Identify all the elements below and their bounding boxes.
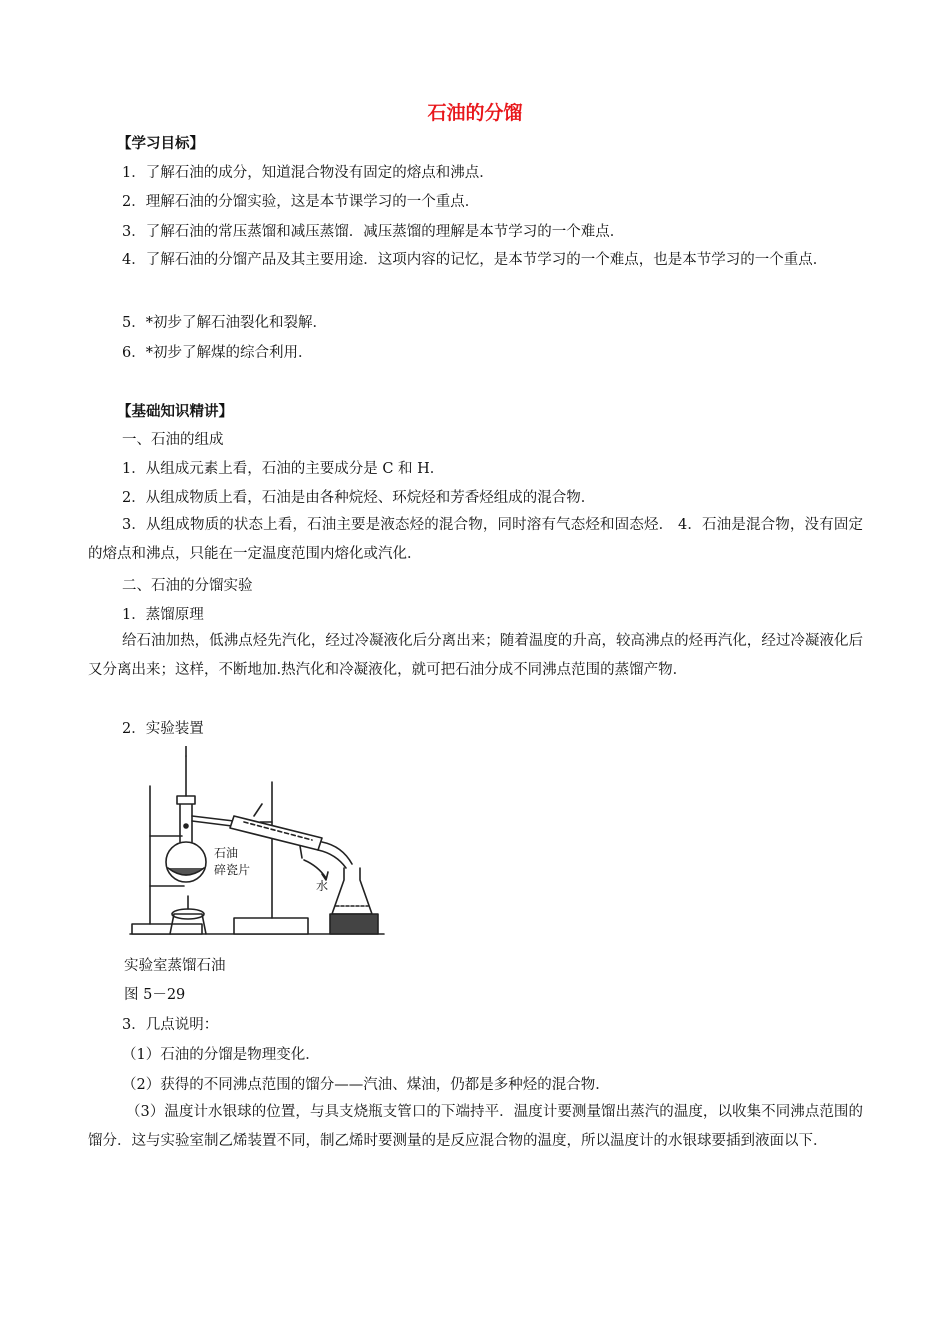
section-heading-goals: 【学习目标】 <box>117 136 204 152</box>
subsection-title: 一、石油的组成 <box>122 432 224 448</box>
goal-item: 2．理解石油的分馏实验，这是本节课学习的一个重点． <box>122 194 480 210</box>
goal-item: 4．了解石油的分馏产品及其主要用途．这项内容的记忆，是本节学习的一个难点，也是本节学习的一个重点． <box>122 252 828 268</box>
paragraph: 3．几点说明： <box>122 1017 219 1033</box>
distillation-apparatus-figure <box>122 746 387 942</box>
paragraph: 2．实验装置 <box>122 721 204 737</box>
note-item: （3）温度计水银球的位置，与具支烧瓶支管口的下端持平．温度计要测量馏出蒸汽的温度，以收集不同沸点范围的馏分．这与实验室制乙烯装置不同，制乙烯时要测量的是反应混合物的温度，所以温度计的水银球要插到液面以下． <box>88 1104 863 1149</box>
note-item: （1）石油的分馏是物理变化． <box>122 1047 320 1063</box>
goal-item: 3．了解石油的常压蒸馏和减压蒸馏．减压蒸馏的理解是本节学习的一个难点． <box>122 224 625 240</box>
label-oil: 石油 <box>214 846 239 860</box>
paragraph: 1．蒸馏原理 <box>122 607 204 623</box>
section-heading-basics: 【基础知识精讲】 <box>117 404 233 420</box>
paragraph: 给石油加热，低沸点烃先汽化，经过冷凝液化后分离出来；随着温度的升高，较高沸点的烃再汽化，经过冷凝液化后又分离出来；这样，不断地加.热汽化和冷凝液化，就可把石油分成不同沸点范围的蒸馏产物． <box>88 633 863 678</box>
paragraph: 1．从组成元素上看，石油的主要成分是 C 和 H． <box>122 461 445 477</box>
goal-item: 5．*初步了解石油裂化和裂解． <box>122 315 327 331</box>
label-water: 水 <box>316 879 329 893</box>
note-item: （2）获得的不同沸点范围的馏分——汽油、煤油，仍都是多种烃的混合物． <box>122 1077 610 1093</box>
label-porcelain: 碎瓷片 <box>214 863 251 877</box>
figure-caption: 实验室蒸馏石油 <box>124 958 226 974</box>
paragraph: 2．从组成物质上看，石油是由各种烷烃、环烷烃和芳香烃组成的混合物． <box>122 490 596 506</box>
paragraph: 3．从组成物质的状态上看，石油主要是液态烃的混合物，同时溶有气态烃和固态烃． 4．石油是混合物，没有固定的熔点和沸点，只能在一定温度范围内熔化或汽化． <box>88 517 863 562</box>
goal-item: 6．*初步了解煤的综合利用． <box>122 345 313 361</box>
goal-item: 1．了解石油的成分，知道混合物没有固定的熔点和沸点． <box>122 165 494 181</box>
subsection-title: 二、石油的分馏实验 <box>122 578 253 594</box>
figure-number: 图 5－29 <box>124 987 186 1003</box>
page-title: 石油的分馏 <box>427 102 523 124</box>
